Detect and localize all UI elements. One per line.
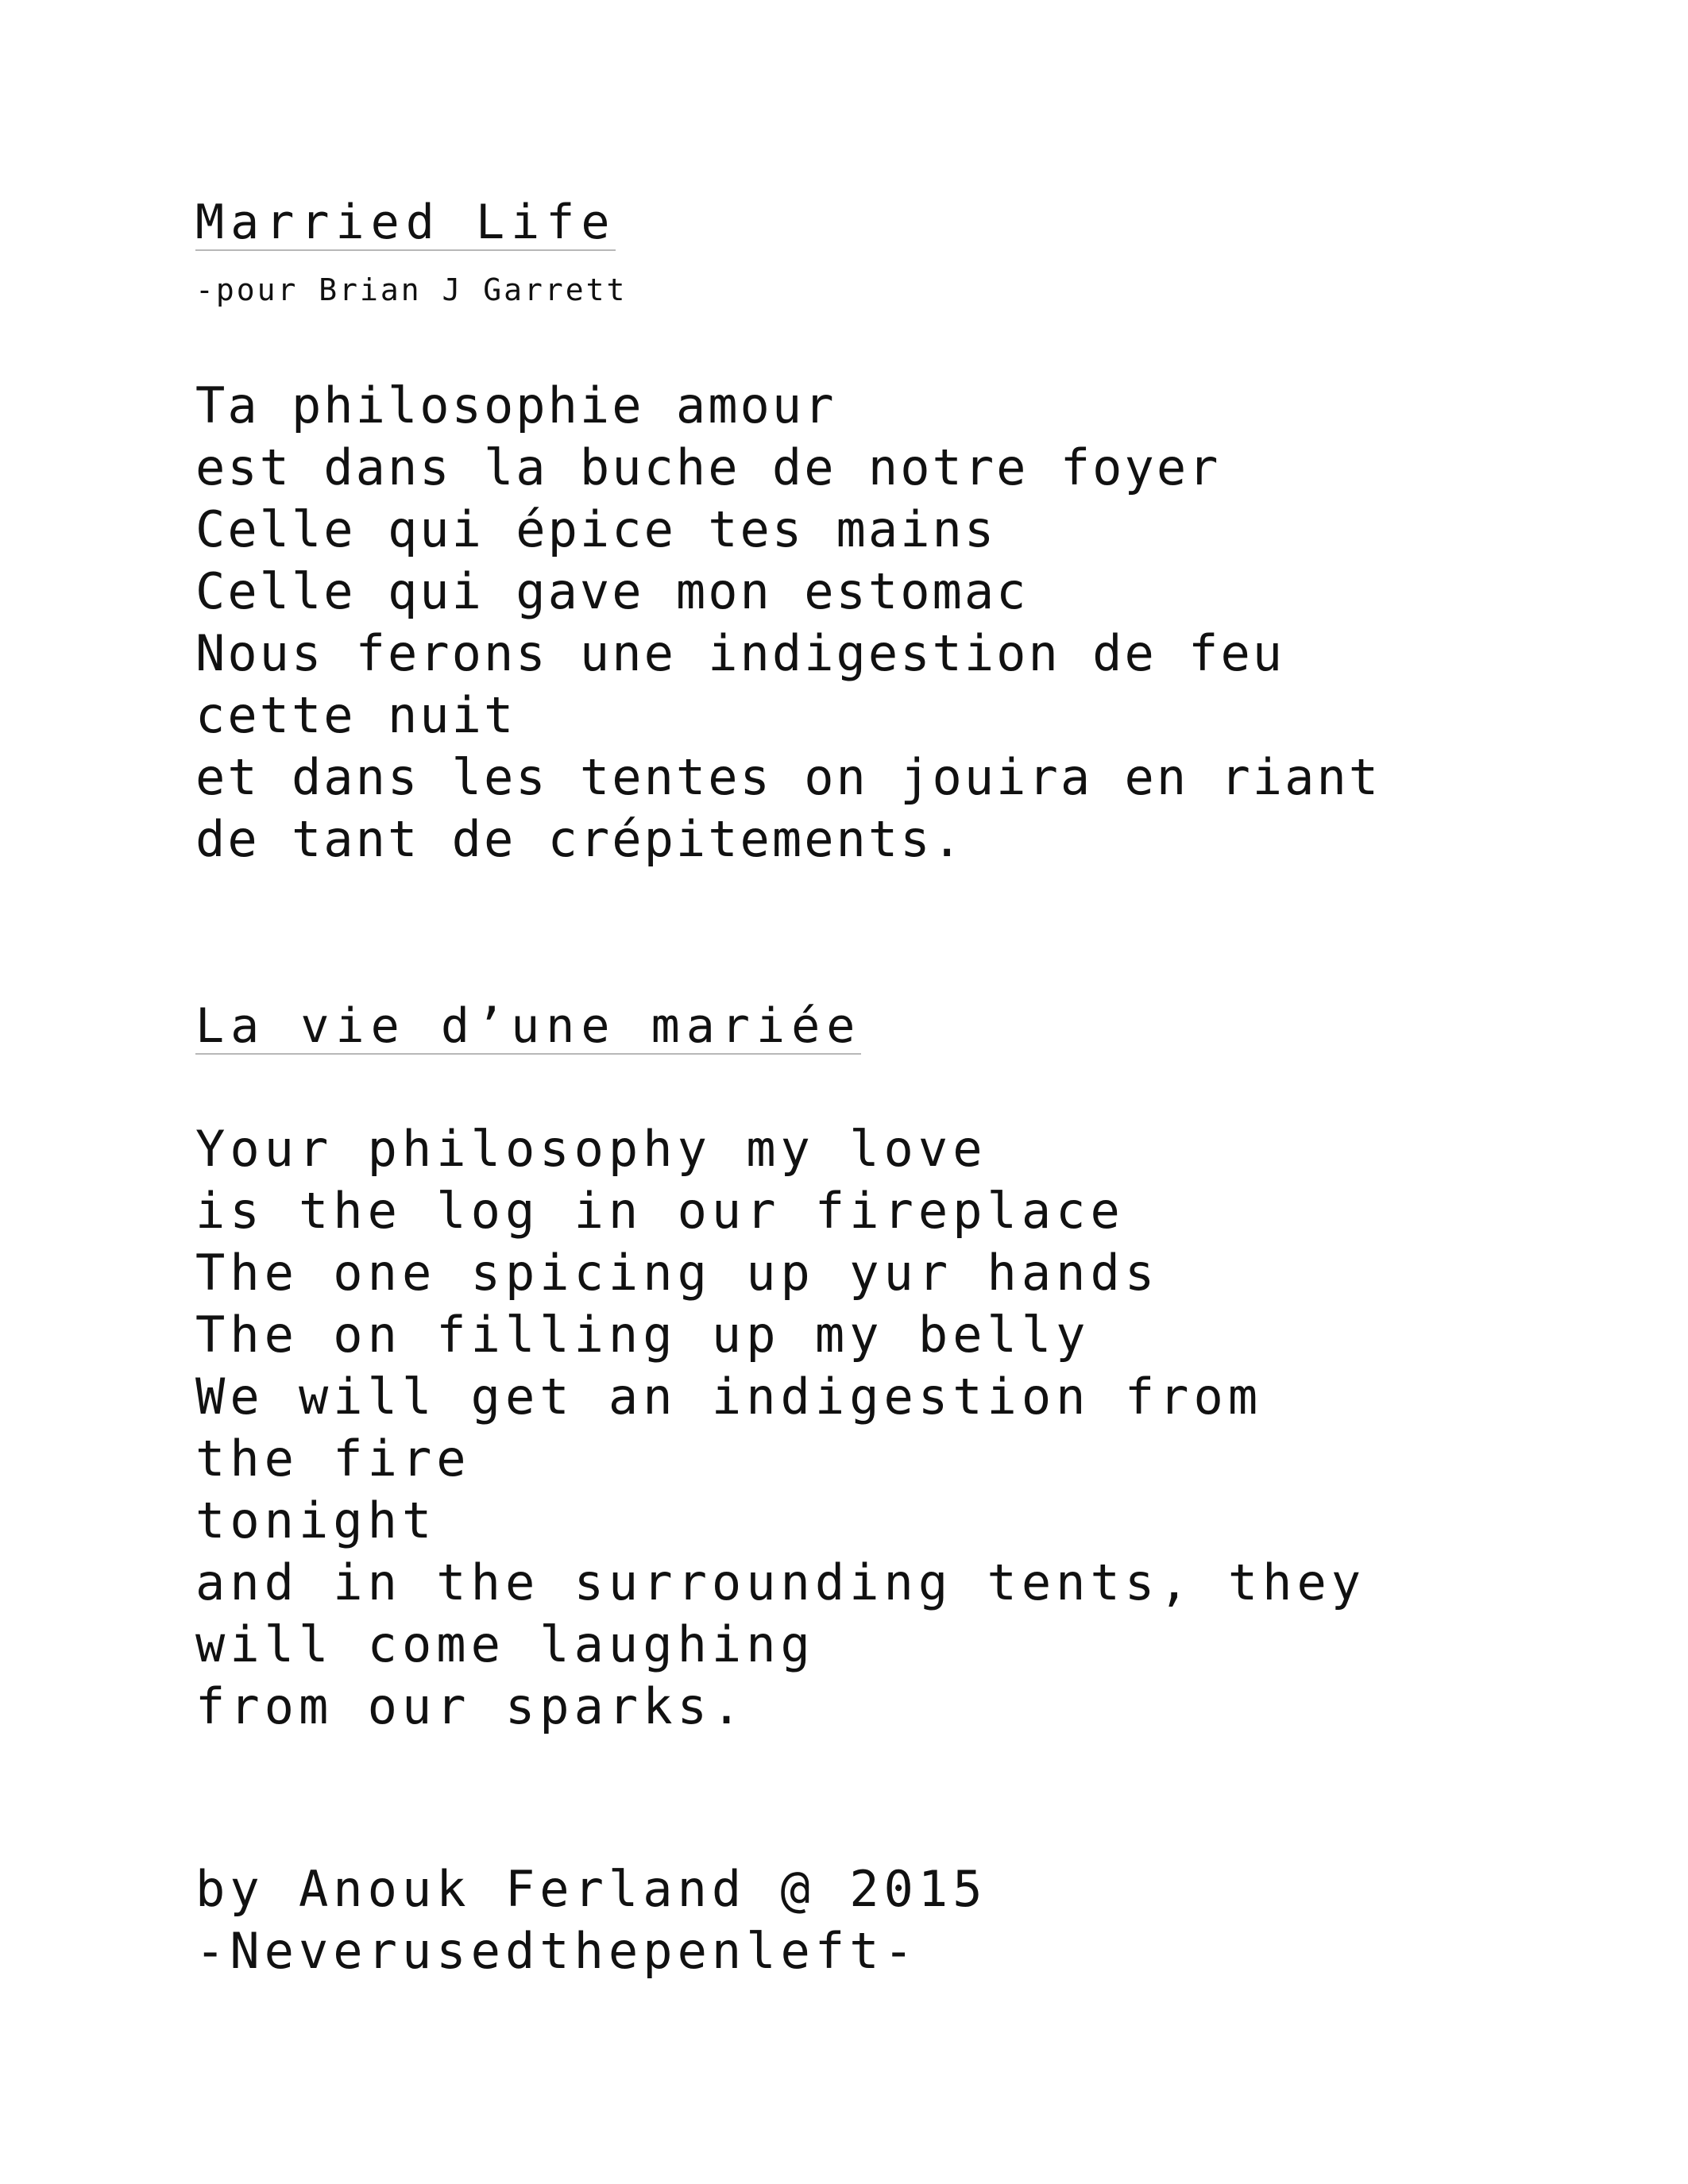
poem-line: Ta philosophie amour (195, 376, 836, 434)
poem-line: cette nuit (195, 686, 516, 744)
poem-line: and in the surrounding tents, they (195, 1553, 1366, 1611)
poem-fr-body (195, 375, 1381, 870)
poem-line: the fire (195, 1430, 471, 1488)
poem-fr-title: Married Life (195, 195, 616, 250)
poem-line: tonight (195, 1491, 437, 1549)
dedication-block (195, 272, 628, 307)
poem-line: de tant de crépitements. (195, 810, 964, 868)
poem-line: is the log in our fireplace (195, 1182, 1125, 1240)
poem-line: Celle qui gave mon estomac (195, 562, 1029, 620)
poem-line: from our sparks. (195, 1677, 747, 1735)
poem-line: The on filling up my belly (195, 1306, 1091, 1364)
signature-byline: by Anouk Ferland @ 2015 (195, 1860, 987, 1918)
poem-line: Nous ferons une indigestion de feu (195, 624, 1285, 682)
poem-line: The one spicing up yur hands (195, 1244, 1160, 1302)
poem-fr-dedication: -pour Brian J Garrett (195, 272, 628, 307)
signature-block (195, 1858, 987, 1982)
poem-line: will come laughing (195, 1615, 815, 1673)
poem-fr-header (195, 195, 616, 251)
poem-line: We will get an indigestion from (195, 1368, 1263, 1426)
poem-line: et dans les tentes on jouira en riant (195, 748, 1381, 806)
poem-en-body (195, 1118, 1365, 1738)
poem-en-title: La vie d’une mariée (195, 998, 862, 1054)
poem-line: Celle qui épice tes mains (195, 500, 997, 558)
poem-line: est dans la buche de notre foyer (195, 438, 1221, 496)
poem-line: Your philosophy my love (195, 1120, 987, 1178)
poem-en-header (195, 998, 862, 1055)
signature-handle: -Neverusedthepenleft- (195, 1922, 918, 1980)
